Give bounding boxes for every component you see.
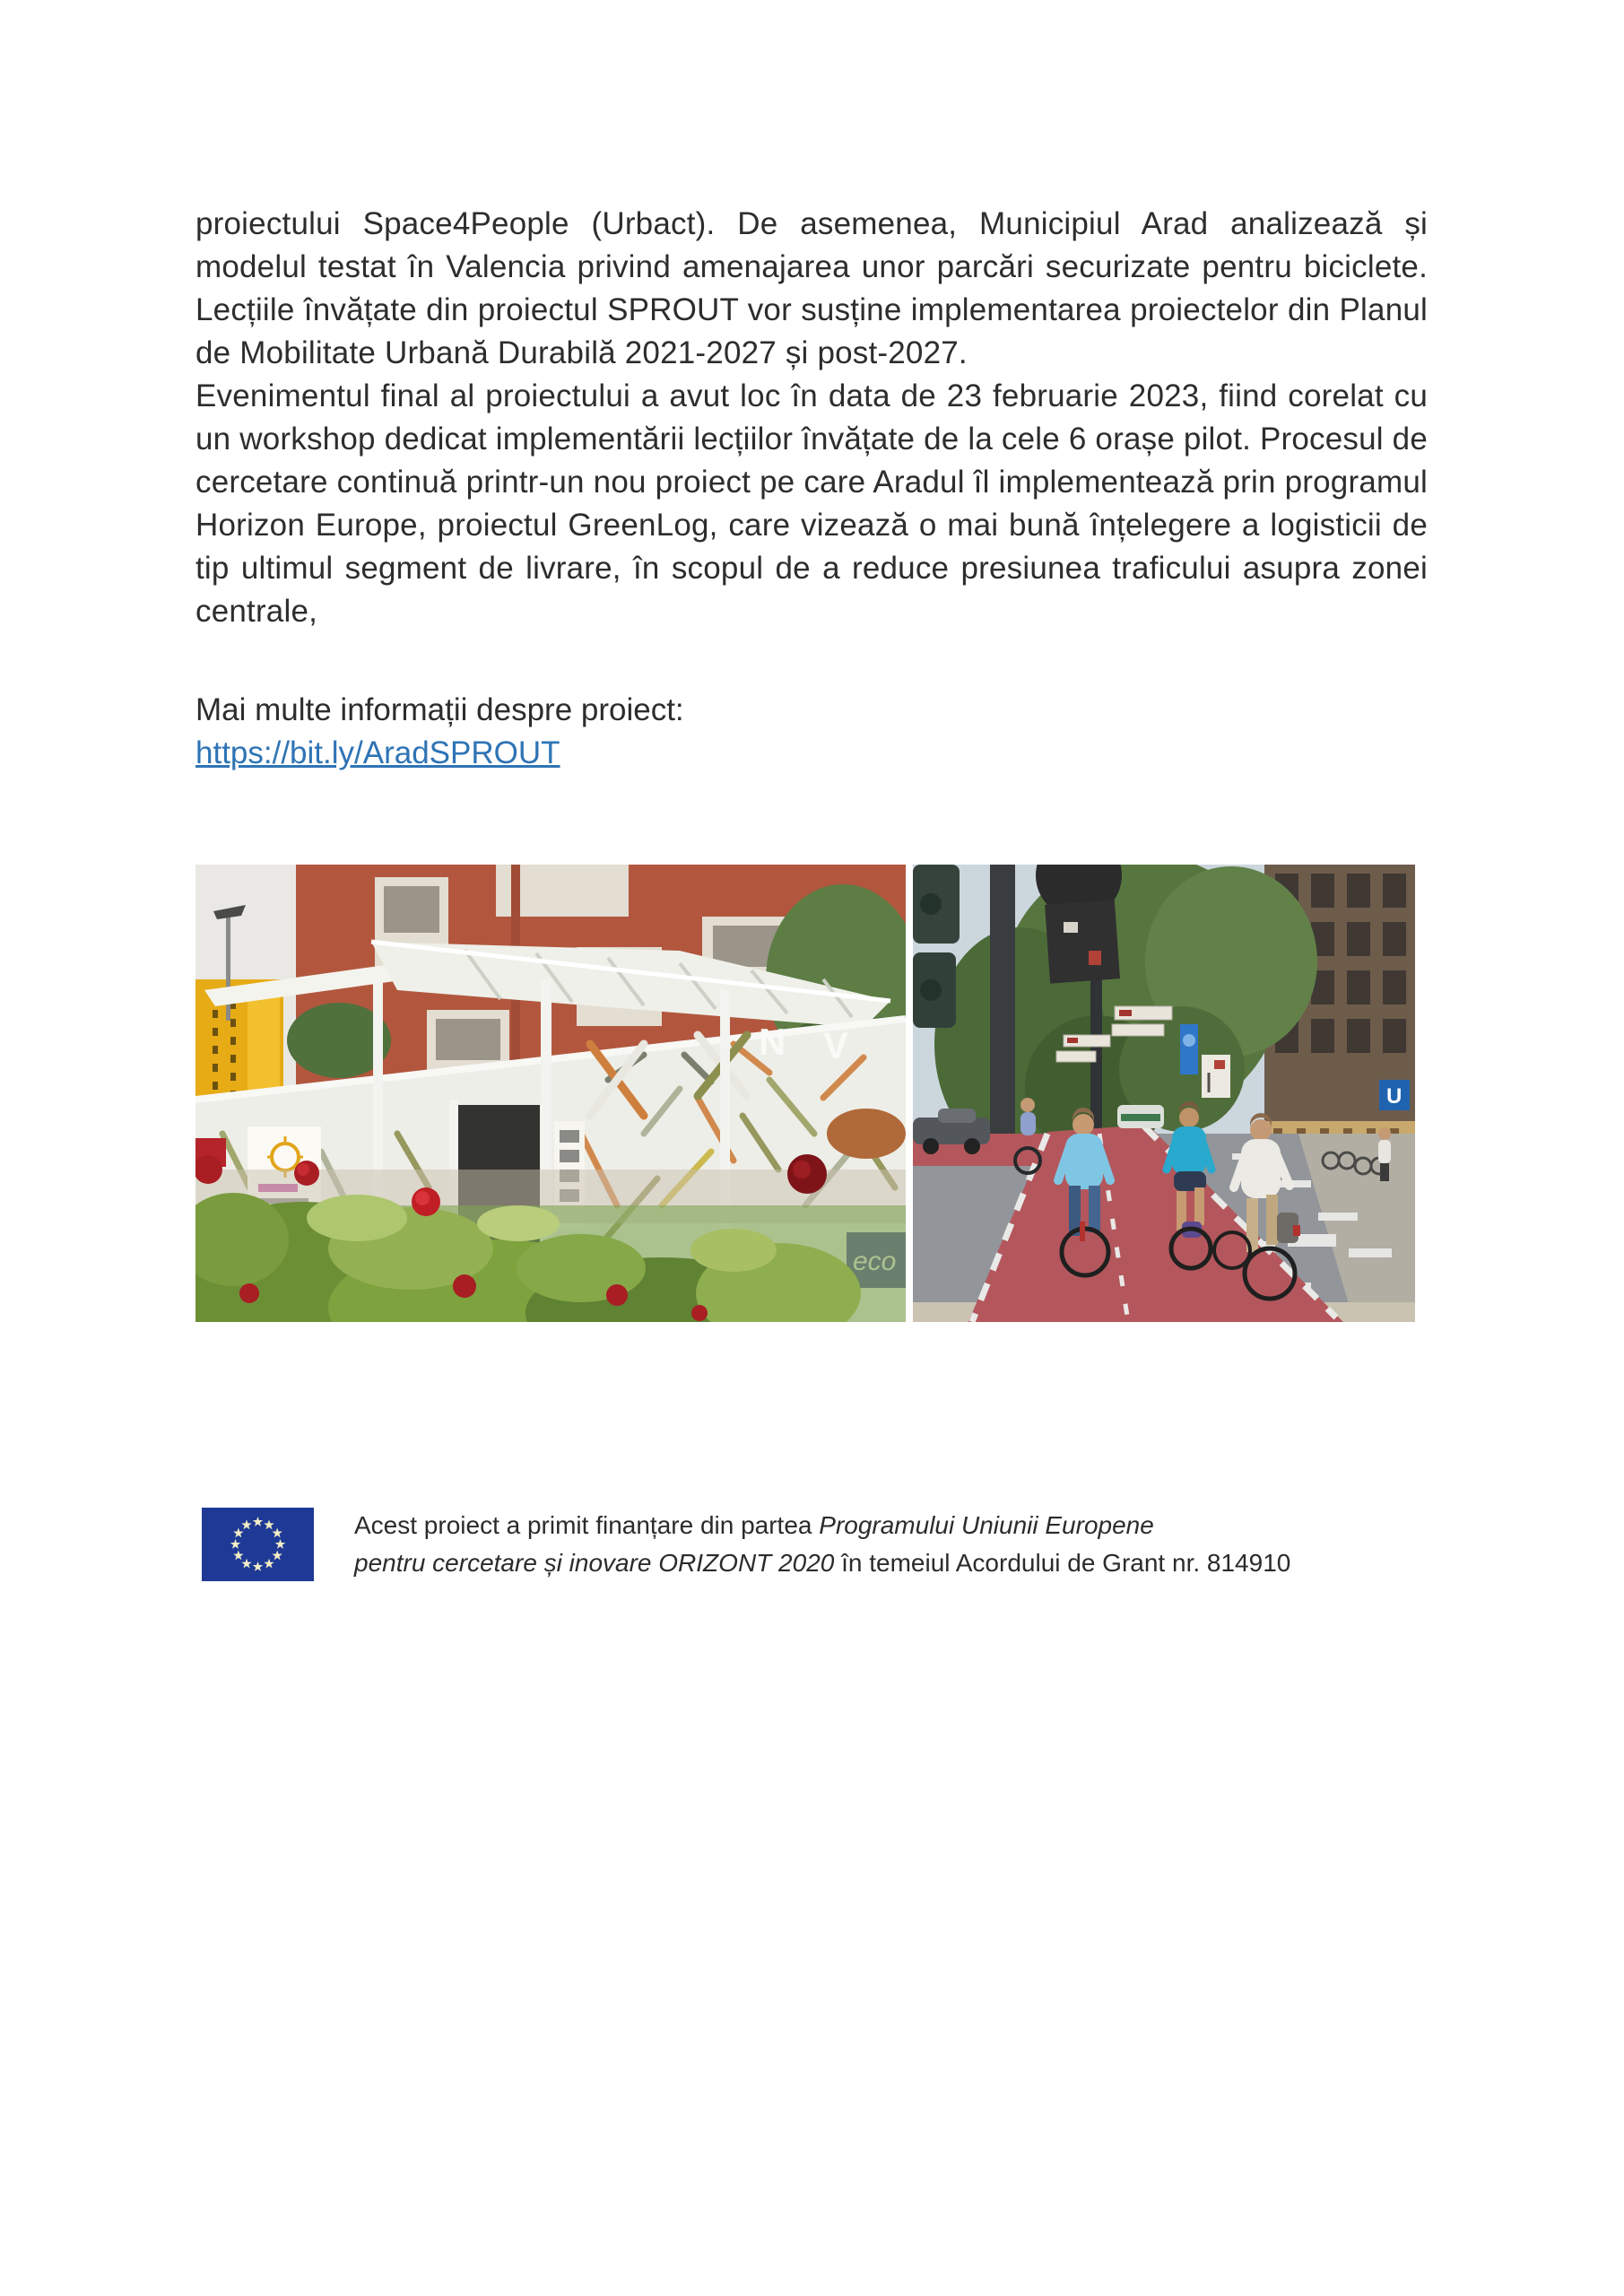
pedestrian — [1378, 1127, 1391, 1181]
street-banner — [1180, 1024, 1198, 1074]
metro-sign — [1379, 1080, 1410, 1110]
more-info-label: Mai multe informații despre proiect: — [195, 692, 684, 727]
funding-footer — [202, 1507, 1428, 1582]
paragraph-1: proiectului Space4People (Urbact). De asemenea, Municipiul Arad analizează și modelul testat în Valencia privind amenajarea unor parcări securizate pentru biciclete. Lecțiile învățate din proiectul SPROUT vor susține implementarea proiectelor din Planul de Mobilitate Urbană Durabilă 2021-2027 și post-2027. — [195, 206, 1428, 370]
small-white-sign — [1202, 1055, 1230, 1098]
photo-cyclists — [913, 865, 1415, 1322]
funding-text — [354, 1507, 1290, 1582]
paragraph-2: Evenimentul final al proiectului a avut loc în data de 23 februarie 2023, fiind corelat cu un workshop dedicat implementării lecțiilor învățate de la cele 6 orașe pilot. Procesul de cercetare continuă printr-un nou proiect pe care Aradul îl implementează prin programul Horizon Europe, proiectul GreenLog, care vizează o mai bună înțelegere a logisticii de tip ultimul segment de livrare, în scopul de a reduce presiunea traficului asupra zonei centrale, — [195, 378, 1428, 629]
more-info-block — [195, 689, 1428, 775]
funding-line-1: Acest proiect a primit finanțare din partea Programului Uniunii Europene — [354, 1511, 1154, 1539]
glass-letter-v: V — [823, 1024, 849, 1066]
project-link[interactable]: https://bit.ly/AradSPROUT — [195, 735, 560, 770]
glass-letter-n: N — [759, 1021, 786, 1063]
photo-row — [195, 865, 1428, 1322]
eu-flag — [202, 1508, 314, 1581]
photo-bike-shelter — [195, 865, 906, 1322]
svg-text:U: U — [1386, 1084, 1403, 1109]
funding-line-2: pentru cercetare și inovare ORIZONT 2020 în temeiul Acordului de Grant nr. 814910 — [354, 1549, 1291, 1577]
